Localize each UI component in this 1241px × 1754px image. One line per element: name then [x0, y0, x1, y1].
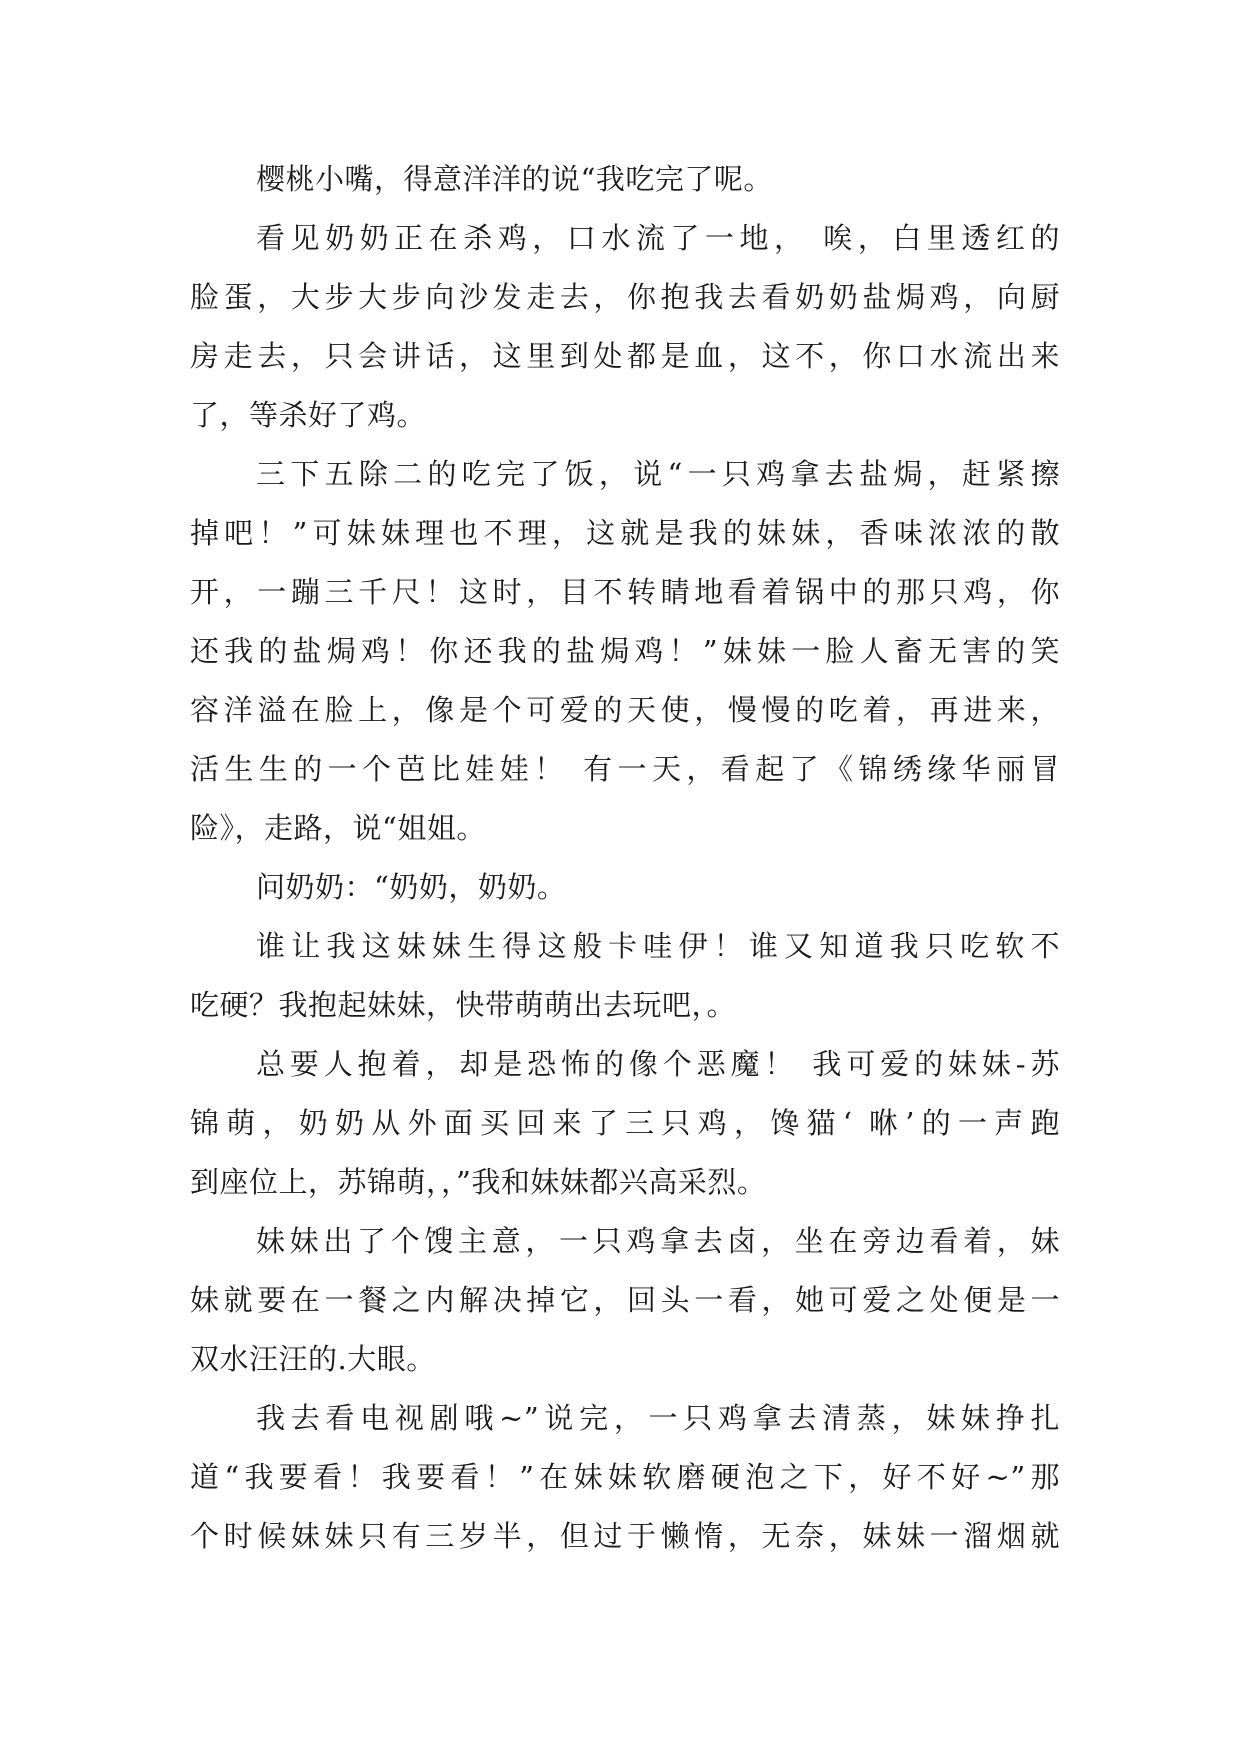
document-page: [190, 150, 1060, 1566]
text-line: 容洋溢在脸上，像是个可爱的天使，慢慢的吃着，再进来，: [190, 693, 1060, 727]
text-line: 房走去，只会讲话，这里到处都是血，这不，你口水流出来: [190, 339, 1060, 373]
text-line: 个时候妹妹只有三岁半，但过于懒惰，无奈，妹妹一溜烟就: [190, 1519, 1060, 1553]
text-line: 脸蛋，大步大步向沙发走去，你抱我去看奶奶盐焗鸡，向厨: [190, 280, 1060, 314]
text-line: 妹妹出了个馊主意，一只鸡拿去卤，坐在旁边看着，妹: [256, 1224, 1060, 1258]
text-line: 总要人抱着，却是恐怖的像个恶魔！ 我可爱的妹妹-苏: [256, 1047, 1060, 1081]
text-line: 掉吧！”可妹妹理也不理，这就是我的妹妹，香味浓浓的散: [190, 516, 1060, 550]
text-line: 险》，走路，说“姐姐。: [190, 811, 486, 845]
text-line: 妹就要在一餐之内解决掉它，回头一看，她可爱之处便是一: [190, 1283, 1060, 1317]
text-line: 锦萌，奶奶从外面买回来了三只鸡，馋猫‘ 咻’的一声跑: [190, 1106, 1060, 1140]
text-line: 三下五除二的吃完了饭，说“一只鸡拿去盐焗，赶紧擦: [256, 457, 1060, 491]
text-line: 还我的盐焗鸡！你还我的盐焗鸡！”妹妹一脸人畜无害的笑: [190, 634, 1060, 668]
text-line: 看见奶奶正在杀鸡，口水流了一地， 唉，白里透红的: [256, 221, 1060, 255]
text-line: 活生生的一个芭比娃娃！ 有一天，看起了《锦绣缘华丽冒: [190, 752, 1060, 786]
text-line: 谁让我这妹妹生得这般卡哇伊！谁又知道我只吃软不: [256, 929, 1060, 963]
text-line: 开，一蹦三千尺！这时，目不转睛地看着锅中的那只鸡，你: [190, 575, 1060, 609]
text-line: 我去看电视剧哦~”说完，一只鸡拿去清蒸，妹妹挣扎: [256, 1401, 1060, 1435]
text-line: 了，等杀好了鸡。: [190, 398, 427, 432]
text-line: 吃硬？我抱起妹妹，快带萌萌出去玩吧，。: [190, 988, 737, 1022]
text-line: 道“我要看！我要看！”在妹妹软磨硬泡之下，好不好~”那: [190, 1460, 1060, 1494]
text-line: 双水汪汪的.大眼。: [190, 1342, 436, 1376]
text-line: 樱桃小嘴，得意洋洋的说“我吃完了呢。: [256, 162, 773, 196]
text-line: 到座位上，苏锦萌，，”我和妹妹都兴高采烈。: [190, 1165, 767, 1199]
text-line: 问奶奶：“奶奶，奶奶。: [256, 870, 567, 904]
